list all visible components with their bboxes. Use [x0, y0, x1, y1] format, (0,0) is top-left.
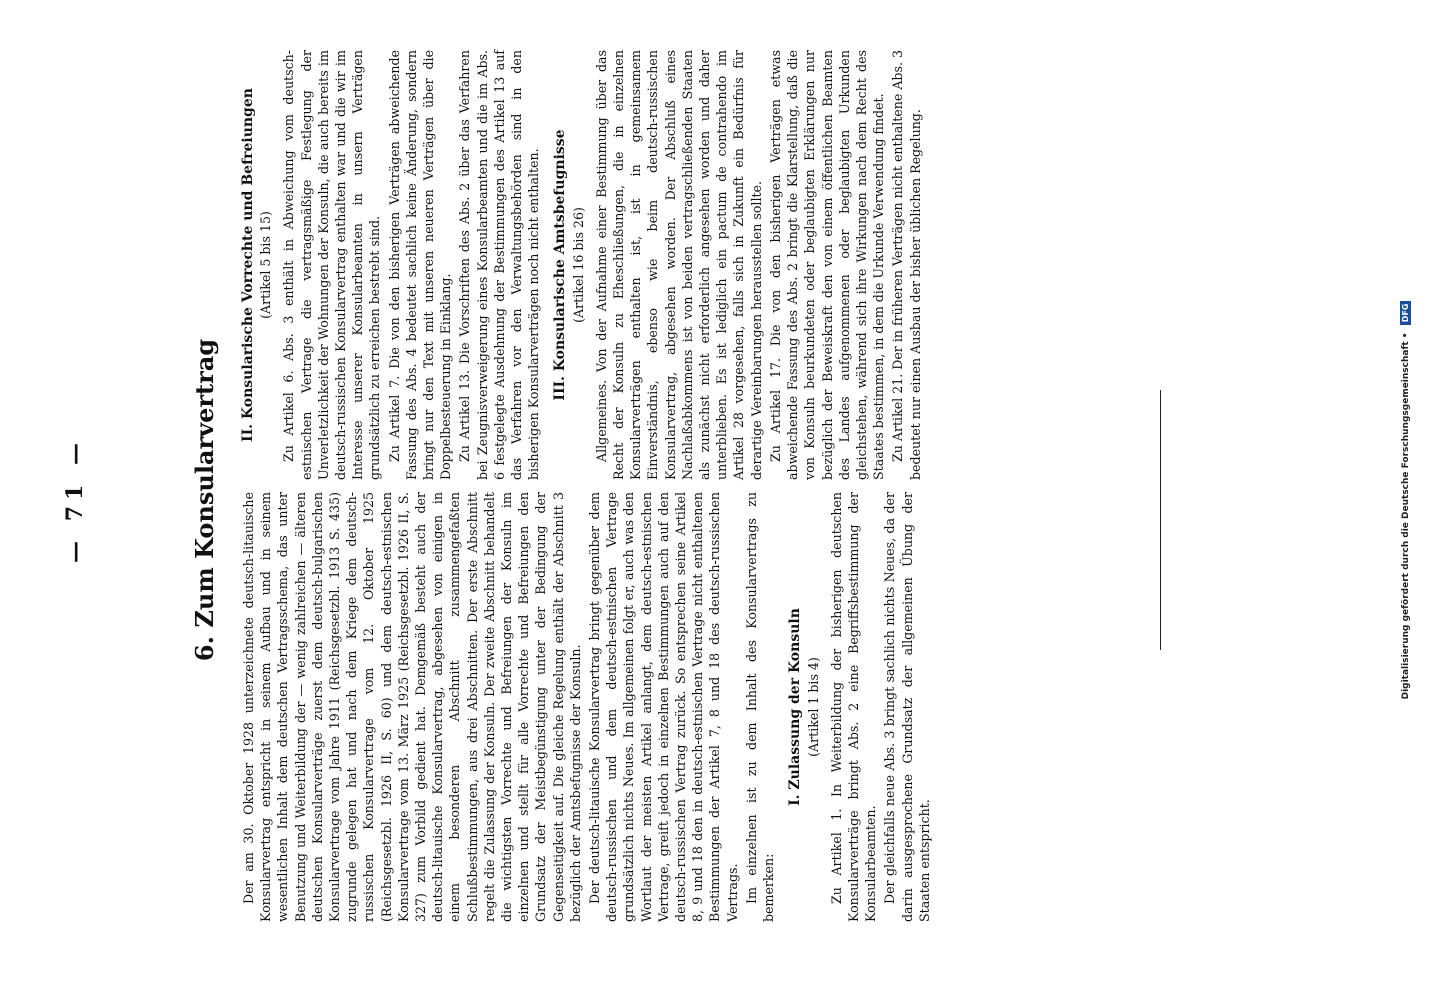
paragraph: Zu Artikel 7. Die von den bisherigen Verträgen abweichende Fassung des Abs. 4 bedeutet sachlich keine Änderung, sondern bringt nur den Text mit unseren neueren Verträgen über die Doppelbesteuerung in Einklang.	[386, 50, 454, 480]
digitization-credit	[1400, 0, 1411, 1000]
section-article-range: (Artikel 16 bis 26)	[570, 207, 586, 323]
section-article-range: (Artikel 5 bis 15)	[258, 211, 274, 319]
paragraph: Zu Artikel 17. Die von den bisherigen Verträgen etwas abweichende Fassung des Abs. 2 bringt die Klarstellung, daß die von Konsuln beurkundeten oder beglaubigten Erklärungen nur bezüglich der Beweiskraft den von einem öffentlichen Beamten des Landes aufgenommenen oder beglaubigten Urkunden gleichstehen, während sich ihre Wirkungen nach dem Recht des Staates bestimmen, in dem die Urkunde Verwendung findet.	[767, 50, 887, 480]
paragraph: Zu Artikel 21. Der in früheren Verträgen nicht enthaltene Abs. 3 bedeutet nur einen Ausbau der bisher üblichen Regelung.	[890, 50, 923, 480]
section-heading: I. Zulassung der Konsuln	[787, 608, 804, 806]
section-article-range: (Artikel 1 bis 4)	[805, 657, 821, 757]
paragraph: Zu Artikel 13. Die Vorschriften des Abs. 2 über das Verfahren bei Zeugnisverweigerung eines Konsularbeamten und die im Abs. 6 festgelegte Ausdehnung der Bestimmungen des Artikel 13 auf das Verfahren vor den Verwaltungsbehörden sind in den bisherigen Konsularverträgen noch nicht enthalten.	[457, 50, 542, 480]
dfg-logo: DFG	[1400, 301, 1411, 326]
page-number-header: — 71 —	[62, 437, 88, 563]
footer-rule	[1160, 390, 1161, 650]
left-column	[240, 492, 935, 922]
paragraph: Der deutsch-litauische Konsularvertrag bringt gegenüber dem deutsch-russischen und dem deutsch-estnischen Vertrage grundsätzlich nichts Neues. Im allgemeinen folgt er, auch was den Wortlaut der meisten Artikel anlangt, dem deutsch-estnischen Vertrage, greift jedoch in einzelnen Bestimmungen auch auf den deutsch-russischen Vertrag zurück. So entsprechen seine Artikel 8, 9 und 18 den in deutsch-estnischen Vertrage nicht enthaltenen Bestimmungen der Artikel 7, 8 und 18 des deutsch-russischen Vertrags.	[587, 492, 740, 922]
paragraph: Allgemeines. Von der Aufnahme einer Bestimmung über das Recht der Konsuln zu Eheschließungen, die in einzelnen Konsularverträgen enthalten ist, ist in gemeinsamem Einverständnis, ebenso wie beim deutsch-russischen Konsularvertrag, abgesehen worden. Der Abschluß eines Nachlaßabkommens ist von beiden vertragschließenden Staaten als zunächst nicht erforderlich angesehen worden und daher unterblieben. Es ist lediglich ein pactum de contrahendo im Artikel 28 vorgesehen, falls sich in Zukunft ein Bedürfnis für derartige Vereinbarungen herausstellen sollte.	[593, 50, 764, 480]
paragraph: Der am 30. Oktober 1928 unterzeichnete deutsch-litauische Konsularvertrag entspricht in seinem Aufbau und in seinem wesentlichen Inhalt dem deutschen Vertragsschema, das unter Benutzung und Weiterbildung der — wenig zahlreichen — älteren deutschen Konsularverträge zuerst dem deutsch-bulgarischen Konsularvertrage vom Jahre 1911 (Reichsgesetzbl. 1913 S. 435) zugrunde gelegen hat und nach dem Kriege dem deutsch-russischen Konsularvertrage vom 12. Oktober 1925 (Reichsgesetzbl. 1926 II, S. 60) und dem deutsch-estnischen Konsularvertrage vom 13. März 1925 (Reichsgesetzbl. 1926 II, S. 327) zum Vorbild gedient hat. Demgemäß besteht auch der deutsch-litauische Konsularvertrag, abgesehen von einigen in einem besonderen Abschnitt zusammengefaßten Schlußbestimmungen, aus drei Abschnitten. Der erste Abschnitt regelt die Zulassung der Konsuln. Der zweite Abschnitt behandelt die wichtigsten Vorrechte und Befreiungen der Konsuln im einzelnen und stellt für alle Vorrechte und Befreiungen den Grundsatz der Meistbegünstigung unter der Bedingung der Gegenseitigkeit auf. Die gleiche Regelung enthält der Abschnitt 3 bezüglich der Amtsbefugnisse der Konsuln.	[241, 492, 583, 922]
page-title: 6. Zum Konsularvertrag	[190, 338, 219, 662]
paragraph: Zu Artikel 6. Abs. 3 enthält in Abweichung vom deutsch-estnischen Vertrage die vertragsmäßige Festlegung der Unverletzlichkeit der Wohnungen der Konsuln, die auch bereits im deutsch-russischen Konsularvertrag enthalten war und die wir im Interesse unserer Konsularbeamten in unsern Verträgen grundsätzlich zu erreichen bestrebt sind.	[281, 50, 383, 480]
credit-text: Digitalisierung gefördert durch die Deutsche Forschungsgemeinschaft •	[1401, 332, 1411, 700]
paragraph: Der gleichfalls neue Abs. 3 bringt sachlich nichts Neues, da der darin ausgesprochene Grundsatz der allgemeinen Übung der Staaten entspricht.	[882, 492, 932, 922]
paragraph: Im einzelnen ist zu dem Inhalt des Konsularvertrags zu bemerken:	[743, 492, 777, 922]
section-heading: III. Konsularische Amtsbefugnisse	[552, 129, 569, 401]
section-heading: II. Konsularische Vorrechte und Befreiungen	[240, 88, 256, 442]
paragraph: Zu Artikel 1. In Weiterbildung der bisherigen deutschen Konsularverträge bringt Abs. 2 eine Begriffsbestimmung der Konsularbeamten.	[828, 492, 879, 922]
right-column	[240, 50, 926, 480]
